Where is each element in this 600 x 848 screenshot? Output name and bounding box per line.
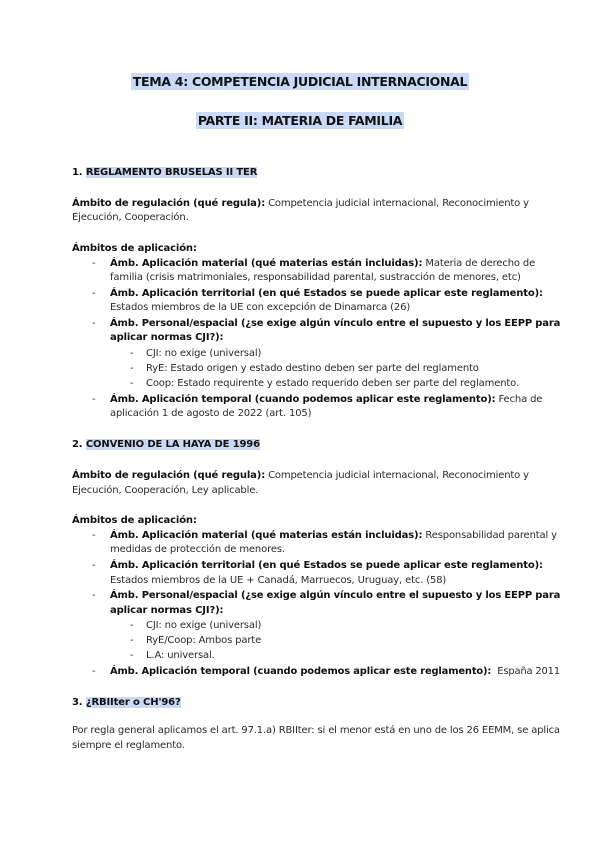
- s1-sub-coop: Coop: Estado requirente y estado requerido deben ser parte del reglamento.: [146, 378, 519, 389]
- s2-sub-la: L.A: universal.: [146, 650, 215, 661]
- s1-sub-rye: RyE: Estado origen y estado destino deben ser parte del reglamento: [146, 363, 479, 374]
- document-subtitle: PARTE II: MATERIA DE FAMILIA: [197, 113, 403, 128]
- document-title: TEMA 4: COMPETENCIA JUDICIAL INTERNACIONAL: [132, 74, 468, 89]
- dash-bullet: -: [130, 363, 134, 374]
- s2-material: Ámb. Aplicación material (qué materias están incluidas): Responsabilidad parental y: [110, 530, 557, 541]
- s2-territorial-text: Estados miembros de la UE + Canadá, Marruecos, Uruguay, etc. (58): [110, 575, 447, 586]
- s2-regulation: Ámbito de regulación (qué regula): Competencia judicial internacional, Reconocimiento y: [72, 470, 529, 481]
- dash-bullet: -: [92, 258, 96, 269]
- s2-personal-cont: aplicar normas CJI?):: [110, 605, 224, 616]
- dash-bullet: -: [130, 620, 134, 631]
- dash-bullet: -: [130, 348, 134, 359]
- section-2-heading: 2. CONVENIO DE LA HAYA DE 1996: [72, 439, 260, 450]
- dash-bullet: -: [92, 666, 96, 677]
- s1-material: Ámb. Aplicación material (qué materias están incluidas): Materia de derecho de: [110, 258, 536, 269]
- s2-application-heading: Ámbitos de aplicación:: [72, 515, 197, 526]
- dash-bullet: -: [92, 530, 96, 541]
- s3-text-cont: siempre el reglamento.: [72, 740, 185, 751]
- s1-territorial: Ámb. Aplicación territorial (en qué Estados se puede aplicar este reglamento):: [110, 288, 543, 299]
- s3-text: Por regla general aplicamos el art. 97.1.a) RBIIter: si el menor está en uno de los 26 EEMM, se aplica: [72, 725, 560, 736]
- dash-bullet: -: [92, 590, 96, 601]
- s1-sub-cji: CJI: no exige (universal): [146, 348, 262, 359]
- s1-regulation: Ámbito de regulación (qué regula): Competencia judicial internacional, Reconocimiento y: [72, 198, 529, 209]
- dash-bullet: -: [130, 378, 134, 389]
- s2-personal: Ámb. Personal/espacial (¿se exige algún vínculo entre el supuesto y los EEPP para: [110, 590, 561, 601]
- s2-territorial: Ámb. Aplicación territorial (en qué Estados se puede aplicar este reglamento):: [110, 560, 543, 571]
- dash-bullet: -: [92, 318, 96, 329]
- s2-temporal: Ámb. Aplicación temporal (cuando podemos aplicar este reglamento): España 2011: [110, 666, 560, 677]
- s1-territorial-text: Estados miembros de la UE con excepción de Dinamarca (26): [110, 302, 411, 313]
- s2-sub-rye: RyE/Coop: Ambos parte: [146, 635, 262, 646]
- dash-bullet: -: [130, 650, 134, 661]
- s2-material-cont: medidas de protección de menores.: [110, 544, 285, 555]
- s1-personal: Ámb. Personal/espacial (¿se exige algún vínculo entre el supuesto y los EEPP para: [110, 318, 561, 329]
- section-3-heading: 3. ¿RBIIter o CH'96?: [72, 697, 181, 708]
- s1-personal-cont: aplicar normas CJI?):: [110, 332, 224, 343]
- s1-regulation-cont: Ejecución, Cooperación.: [72, 212, 189, 223]
- s2-regulation-cont: Ejecución, Cooperación, Ley aplicable.: [72, 485, 259, 496]
- s1-material-cont: familia (crisis matrimoniales, responsabilidad parental, sustracción de menores, etc): [110, 272, 521, 283]
- dash-bullet: -: [130, 635, 134, 646]
- s2-sub-cji: CJI: no exige (universal): [146, 620, 262, 631]
- dash-bullet: -: [92, 394, 96, 405]
- s1-temporal: Ámb. Aplicación temporal (cuando podemos aplicar este reglamento): Fecha de: [110, 394, 543, 405]
- dash-bullet: -: [92, 288, 96, 299]
- section-1-heading: 1. REGLAMENTO BRUSELAS II TER: [72, 167, 258, 178]
- dash-bullet: -: [92, 560, 96, 571]
- s1-application-heading: Ámbitos de aplicación:: [72, 243, 197, 254]
- s1-temporal-cont: aplicación 1 de agosto de 2022 (art. 105): [110, 408, 312, 419]
